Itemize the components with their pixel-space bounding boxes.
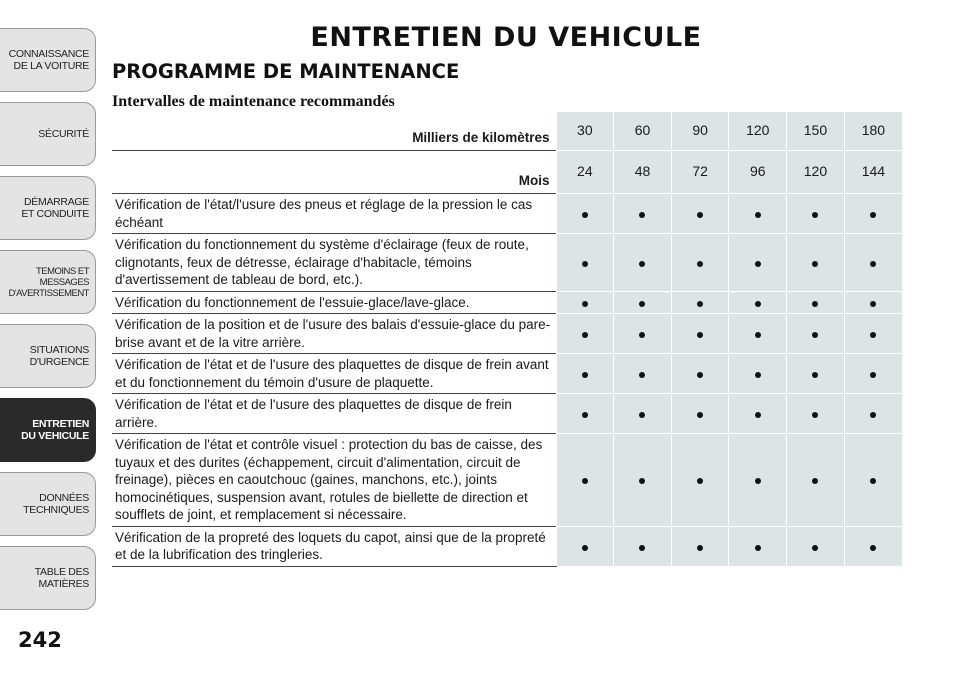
sidebar-tab-label: TEMOINS ET MESSAGES D'AVERTISSEMENT (8, 265, 89, 299)
sidebar-tab-label: SÉCURITÉ (38, 128, 89, 140)
interval-cell (614, 394, 672, 434)
interval-cell (556, 526, 614, 566)
interval-cell (844, 394, 902, 434)
check-dot-icon (755, 332, 761, 338)
maintenance-item-text: Vérification de l'état et de l'usure des plaquettes de disque de frein arrière. (112, 394, 556, 434)
interval-cell (844, 194, 902, 234)
interval-cell (556, 234, 614, 292)
check-dot-icon (755, 478, 761, 484)
check-dot-icon (755, 412, 761, 418)
check-dot-icon (812, 332, 818, 338)
interval-cell (844, 314, 902, 354)
check-dot-icon (639, 332, 645, 338)
interval-cell (556, 394, 614, 434)
check-dot-icon (812, 478, 818, 484)
sidebar-tab[interactable] (0, 398, 96, 462)
check-dot-icon (582, 212, 588, 218)
km-label: Milliers de kilomètres (412, 129, 550, 145)
interval-cell (729, 291, 787, 314)
maintenance-row (112, 394, 902, 434)
check-dot-icon (812, 301, 818, 307)
interval-cell (671, 234, 729, 292)
check-dot-icon (697, 412, 703, 418)
check-dot-icon (582, 545, 588, 551)
interval-cell (556, 194, 614, 234)
interval-cell (729, 234, 787, 292)
sidebar-tab[interactable] (0, 102, 96, 166)
km-value: 30 (556, 112, 614, 151)
maintenance-item-text: Vérification du fonctionnement du système d'éclairage (feux de route, clignotants, feux de détresse, éclairage d'habitacle, témoins d'avertissement de tableau de bord, etc.). (112, 234, 556, 292)
chapter-title: ENTRETIEN DU VEHICULE (310, 22, 702, 53)
interval-cell (729, 354, 787, 394)
check-dot-icon (697, 261, 703, 267)
check-dot-icon (639, 212, 645, 218)
check-dot-icon (582, 372, 588, 378)
interval-cell (556, 354, 614, 394)
maintenance-table-container (112, 112, 902, 567)
interval-cell (614, 291, 672, 314)
interval-cell (844, 234, 902, 292)
sidebar-tab[interactable] (0, 250, 96, 314)
maintenance-item-text: Vérification de l'état et de l'usure des plaquettes de disque de frein avant et du fonctionnement du témoin d'usure de plaquette. (112, 354, 556, 394)
months-label: Mois (112, 151, 556, 194)
maintenance-row (112, 234, 902, 292)
check-dot-icon (812, 372, 818, 378)
interval-cell (844, 434, 902, 527)
km-value: 150 (787, 112, 845, 151)
check-dot-icon (755, 261, 761, 267)
interval-cell (787, 526, 845, 566)
maintenance-row (112, 291, 902, 314)
interval-cell (787, 234, 845, 292)
interval-cell (556, 291, 614, 314)
check-dot-icon (870, 412, 876, 418)
maintenance-table (112, 112, 902, 567)
months-value: 144 (844, 151, 902, 194)
check-dot-icon (697, 545, 703, 551)
check-dot-icon (639, 412, 645, 418)
months-value: 120 (787, 151, 845, 194)
interval-cell (671, 434, 729, 527)
km-value: 120 (729, 112, 787, 151)
km-value: 90 (671, 112, 729, 151)
maintenance-row (112, 354, 902, 394)
maintenance-row (112, 526, 902, 566)
interval-cell (729, 314, 787, 354)
interval-cell (844, 354, 902, 394)
check-dot-icon (870, 261, 876, 267)
interval-cell (671, 314, 729, 354)
check-dot-icon (697, 332, 703, 338)
interval-cell (614, 234, 672, 292)
check-dot-icon (582, 301, 588, 307)
sidebar-tab-label: ENTRETIEN DU VEHICULE (21, 418, 89, 442)
check-dot-icon (639, 301, 645, 307)
check-dot-icon (812, 545, 818, 551)
maintenance-item-text: Vérification de la position et de l'usure des balais d'essuie-glace du pare-brise avant et de la vitre arrière. (112, 314, 556, 354)
interval-cell (671, 354, 729, 394)
interval-cell (614, 434, 672, 527)
check-dot-icon (697, 212, 703, 218)
km-header-row (112, 112, 902, 151)
interval-cell (844, 526, 902, 566)
interval-cell (671, 291, 729, 314)
check-dot-icon (639, 545, 645, 551)
check-dot-icon (582, 412, 588, 418)
check-dot-icon (870, 545, 876, 551)
months-value: 24 (556, 151, 614, 194)
interval-cell (844, 291, 902, 314)
months-value: 96 (729, 151, 787, 194)
check-dot-icon (870, 478, 876, 484)
maintenance-row (112, 434, 902, 527)
interval-cell (614, 314, 672, 354)
km-value: 180 (844, 112, 902, 151)
sidebar-tab[interactable] (0, 472, 96, 536)
interval-cell (556, 434, 614, 527)
interval-cell (787, 394, 845, 434)
check-dot-icon (755, 372, 761, 378)
check-dot-icon (639, 261, 645, 267)
sidebar-tab-label: TABLE DES MATIÈRES (34, 566, 89, 590)
interval-cell (787, 194, 845, 234)
maintenance-item-text: Vérification de l'état/l'usure des pneus et réglage de la pression le cas échéant (112, 194, 556, 234)
interval-cell (671, 194, 729, 234)
sidebar-tab-label: CONNAISSANCE DE LA VOITURE (8, 48, 89, 72)
check-dot-icon (582, 332, 588, 338)
check-dot-icon (812, 412, 818, 418)
interval-cell (787, 354, 845, 394)
interval-cell (671, 394, 729, 434)
interval-cell (787, 314, 845, 354)
table-subtitle: Intervalles de maintenance recommandés (112, 93, 395, 110)
maintenance-item-text: Vérification du fonctionnement de l'essuie-glace/lave-glace. (112, 291, 556, 314)
check-dot-icon (870, 372, 876, 378)
check-dot-icon (870, 212, 876, 218)
interval-cell (729, 526, 787, 566)
months-value: 72 (671, 151, 729, 194)
interval-cell (729, 194, 787, 234)
maintenance-item-text: Vérification de l'état et contrôle visuel : protection du bas de caisse, des tuyaux et des durites (échappement, circuit d'alimentation, circuit de freinage), pièces en caoutchouc (gaines, manchons, etc.), joints homocinétiques, suspension avant, rotules de biellette de direction et soufflets de joint, et remplacement si nécessaire. (112, 434, 556, 527)
interval-cell (614, 526, 672, 566)
section-title: PROGRAMME DE MAINTENANCE (112, 60, 460, 83)
check-dot-icon (582, 261, 588, 267)
km-value: 60 (614, 112, 672, 151)
sidebar-tab[interactable] (0, 546, 96, 610)
check-dot-icon (755, 301, 761, 307)
maintenance-item-text: Vérification de la propreté des loquets du capot, ainsi que de la propreté et de la lubrification des tringleries. (112, 526, 556, 566)
check-dot-icon (870, 332, 876, 338)
interval-cell (787, 291, 845, 314)
sidebar-tab-label: DÉMARRAGE ET CONDUITE (21, 196, 89, 220)
page-number: 242 (18, 628, 62, 652)
check-dot-icon (812, 261, 818, 267)
interval-cell (729, 434, 787, 527)
check-dot-icon (639, 372, 645, 378)
months-value: 48 (614, 151, 672, 194)
interval-cell (671, 526, 729, 566)
sidebar-tab-label: SITUATIONS D'URGENCE (29, 344, 89, 368)
months-header-row (112, 151, 902, 194)
sidebar-tab-label: DONNÉES TECHNIQUES (23, 492, 89, 516)
sidebar-tab[interactable] (0, 176, 96, 240)
check-dot-icon (639, 478, 645, 484)
check-dot-icon (812, 212, 818, 218)
check-dot-icon (582, 478, 588, 484)
check-dot-icon (697, 372, 703, 378)
sidebar-tab[interactable] (0, 324, 96, 388)
check-dot-icon (697, 478, 703, 484)
interval-cell (556, 314, 614, 354)
check-dot-icon (755, 545, 761, 551)
interval-cell (614, 354, 672, 394)
check-dot-icon (870, 301, 876, 307)
check-dot-icon (755, 212, 761, 218)
interval-cell (729, 394, 787, 434)
interval-cell (614, 194, 672, 234)
check-dot-icon (697, 301, 703, 307)
maintenance-row (112, 314, 902, 354)
maintenance-row (112, 194, 902, 234)
interval-cell (787, 434, 845, 527)
